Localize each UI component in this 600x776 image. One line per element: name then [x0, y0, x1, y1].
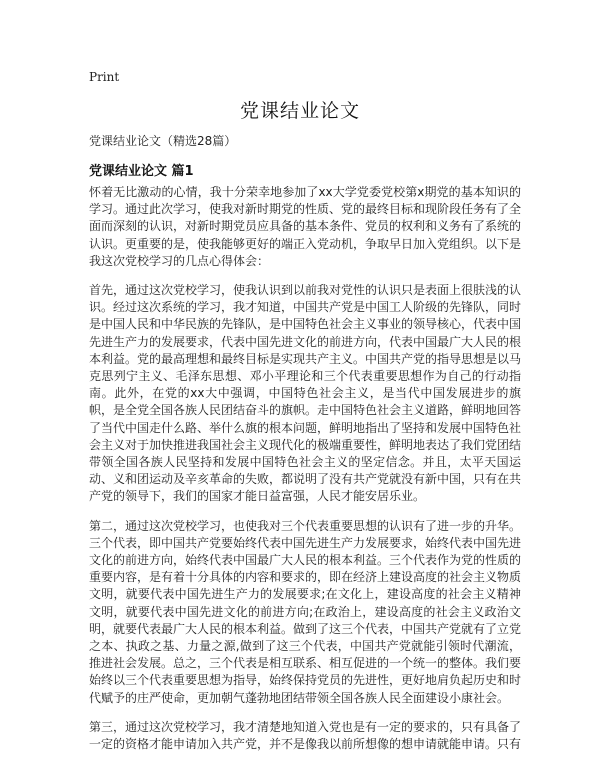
- document-subtitle: 党课结业论文（精选28篇）: [89, 134, 237, 148]
- paragraph-3: 第二，通过这次党校学习，也使我对三个代表重要思想的认识有了进一步的升华。三个代表，即中国共产党要始终代表中国先进生产力发展要求，始终代表中国先进文化的前进方向，始终代表中国最广大人民的根本利益。三个代表作为党的性质的重要内容，是有着十分具体的内容和要求的，即在经济上建设高度的社会主义物质文明，就要代表中国先进生产力的发展要求;在文化上，建设高度的社会主义精神文明，就要代表中国先进文化的前进方向;在政治上，建设高度的社会主义政治文明，就要代表最广大人民的根本利益。做到了这三个代表，中国共产党就有了立党之本、执政之基、力量之源,做到了这三个代表，中国共产党就能引领时代潮流，推进社会发展。总之，三个代表是相互联系、相互促进的一个统一的整体。我们要始终以三个代表重要思想为指导，始终保持党员的先进性，更好地肩负起历史和时代赋予的庄严使命，更加朝气蓬勃地团结带领全国各族人民全面建设小康社会。: [89, 518, 522, 705]
- print-link[interactable]: Print: [89, 70, 120, 84]
- section-heading: 党课结业论文 篇1: [89, 164, 194, 179]
- article-body: [89, 184, 521, 765]
- paragraph-4: 第三，通过这次党校学习，我才清楚地知道入党也是有一定的要求的，只有具备了一定的资格才能申请加入共产党，并不是像我以前所想像的想申请就能申请。只有: [89, 719, 522, 752]
- paragraph-2: 首先，通过这次党校学习，使我认识到以前我对党性的认识只是表面上很肤浅的认识。经过这次系统的学习，我才知道，中国共产党是中国工人阶级的先锋队，同时是中国人民和中华民族的先锋队，是中国特色社会主义事业的领导核心，代表中国先进生产力的发展要求，代表中国先进文化的前进方向，代表中国最广大人民的根本利益。党的最高理想和最终目标是实现共产主义。中国共产党的指导思想是以马克思列宁主义、毛泽东思想、邓小平理论和三个代表重要思想作为自己的行动指南。此外，在党的xx大中强调，中国特色社会主义，是当代中国发展进步的旗帜，是全党全国各族人民团结奋斗的旗帜。走中国特色社会主义道路，鲜明地回答了当代中国走什么路、举什么旗的根本问题，鲜明地指出了坚持和发展中国特色社会主义对于加快推进我国社会主义现代化的极端重要性，鲜明地表达了我们党团结带领全国各族人民坚持和发展中国特色社会主义的坚定信念。并且，太平天国运动、义和团运动及辛亥革命的失败，都说明了没有共产党就没有新中国，只有在共产党的领导下，我们的国家才能日益富强，人民才能安居乐业。: [89, 283, 522, 504]
- paragraph-1: 怀着无比激动的心情，我十分荣幸地参加了xx大学党委党校第x期党的基本知识的学习。通过此次学习，使我对新时期党的性质、党的最终目标和现阶段任务有了全面而深刻的认识，对新时期党员应具备的基本条件、党员的权利和义务有了系统的认识。更重要的是，使我能够更好的端正入党动机，争取早日加入党组织。以下是我这次党校学习的几点心得体会：: [89, 185, 522, 268]
- page-title: 党课结业论文: [239, 100, 360, 122]
